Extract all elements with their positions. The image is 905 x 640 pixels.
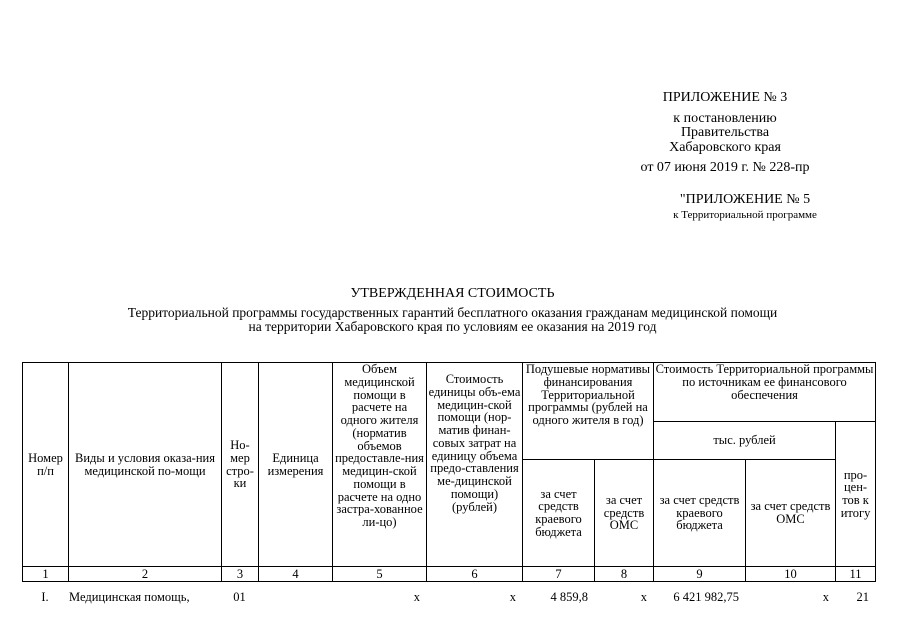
appendix-5-subtitle: к Территориальной программе [673,208,817,221]
row-unit-cost: x [509,590,516,604]
appendix-line-3: Хабаровского края [669,140,781,156]
document-title: УТВЕРЖДЕННАЯ СТОИМОСТЬ [350,286,555,301]
header-volume: Объем медицинской помощи в расчете на одного жителя (норматив объемов предоставле-ния медицин-ской помощи в расчете на одно застра-хованное ли-цо) [333,363,427,567]
column-number: 6 [427,567,523,582]
data-table [22,590,875,605]
appendix-line-1: к постановлению [673,110,777,126]
appendix-line-2: Правительства [680,125,770,141]
column-number: 2 [69,567,222,582]
column-number: 7 [523,567,595,582]
table-row [22,590,875,605]
row-cost-budget: 6 421 982,75 [673,590,739,604]
header-types: Виды и условия оказа-ния медицинской по-мощи [69,363,222,567]
row-unit [258,590,332,605]
column-number: 5 [333,567,427,582]
header-thousand-rub: тыс. рублей [654,422,836,460]
appendix-title: ПРИЛОЖЕНИЕ № 3 [662,90,788,105]
row-cost-oms: x [822,590,829,604]
appendix-5-title: "ПРИЛОЖЕНИЕ № 5 [679,192,811,207]
header-oms-2: за счет средств ОМС [746,460,836,567]
row-percent: 21 [856,590,869,604]
row-volume: x [413,590,420,604]
column-number: 3 [222,567,259,582]
column-number-row [23,567,876,582]
row-name: Медицинская помощь, [69,590,190,604]
header-unit-cost: Стоимость единицы объ-ема медицин-ской помощи (нор-матив финан-совых затрат на единицу объема предо-ставления ме-дицинской помощи) (рублей) [427,363,523,567]
row-per-capita-budget: 4 859,8 [550,590,588,604]
column-number: 8 [595,567,654,582]
header-percent: про-цен-тов к итогу [836,422,876,567]
column-number: 10 [746,567,836,582]
row-per-capita-oms: x [640,590,647,604]
row-line-number: 01 [233,590,246,604]
column-number: 4 [259,567,333,582]
row-num: I. [41,590,49,604]
header-regional-budget-2: за счет средств краевого бюджета [654,460,746,567]
header-num: Номер п/п [23,363,69,567]
cost-table [22,362,876,582]
header-row-num: Но-мер стро-ки [222,363,259,567]
header-budget-cost: Стоимость Территориальной программы по источникам ее финансового обеспечения [654,363,876,422]
column-number: 11 [836,567,876,582]
header-unit: Единица измерения [259,363,333,567]
column-number: 9 [654,567,746,582]
header-regional-budget: за счет средств краевого бюджета [523,460,595,567]
appendix-block [560,91,890,175]
document-subtitle [40,306,865,334]
appendix-decree-date: от 07 июня 2019 г. № 228-пр [640,159,810,175]
header-oms: за счет средств ОМС [595,460,654,567]
appendix-5-block [600,193,890,221]
column-number: 1 [23,567,69,582]
header-per-capita: Подушевые нормативы финансирования Территориальной программы (рублей на одного жителя в год) [523,363,654,460]
document-subtitle-line-2: на территории Хабаровского края по условиям ее оказания на 2019 год [248,319,657,335]
document-subtitle-line-1: Территориальной программы государственных гарантий бесплатного оказания гражданам медицинской помощи [127,305,778,320]
